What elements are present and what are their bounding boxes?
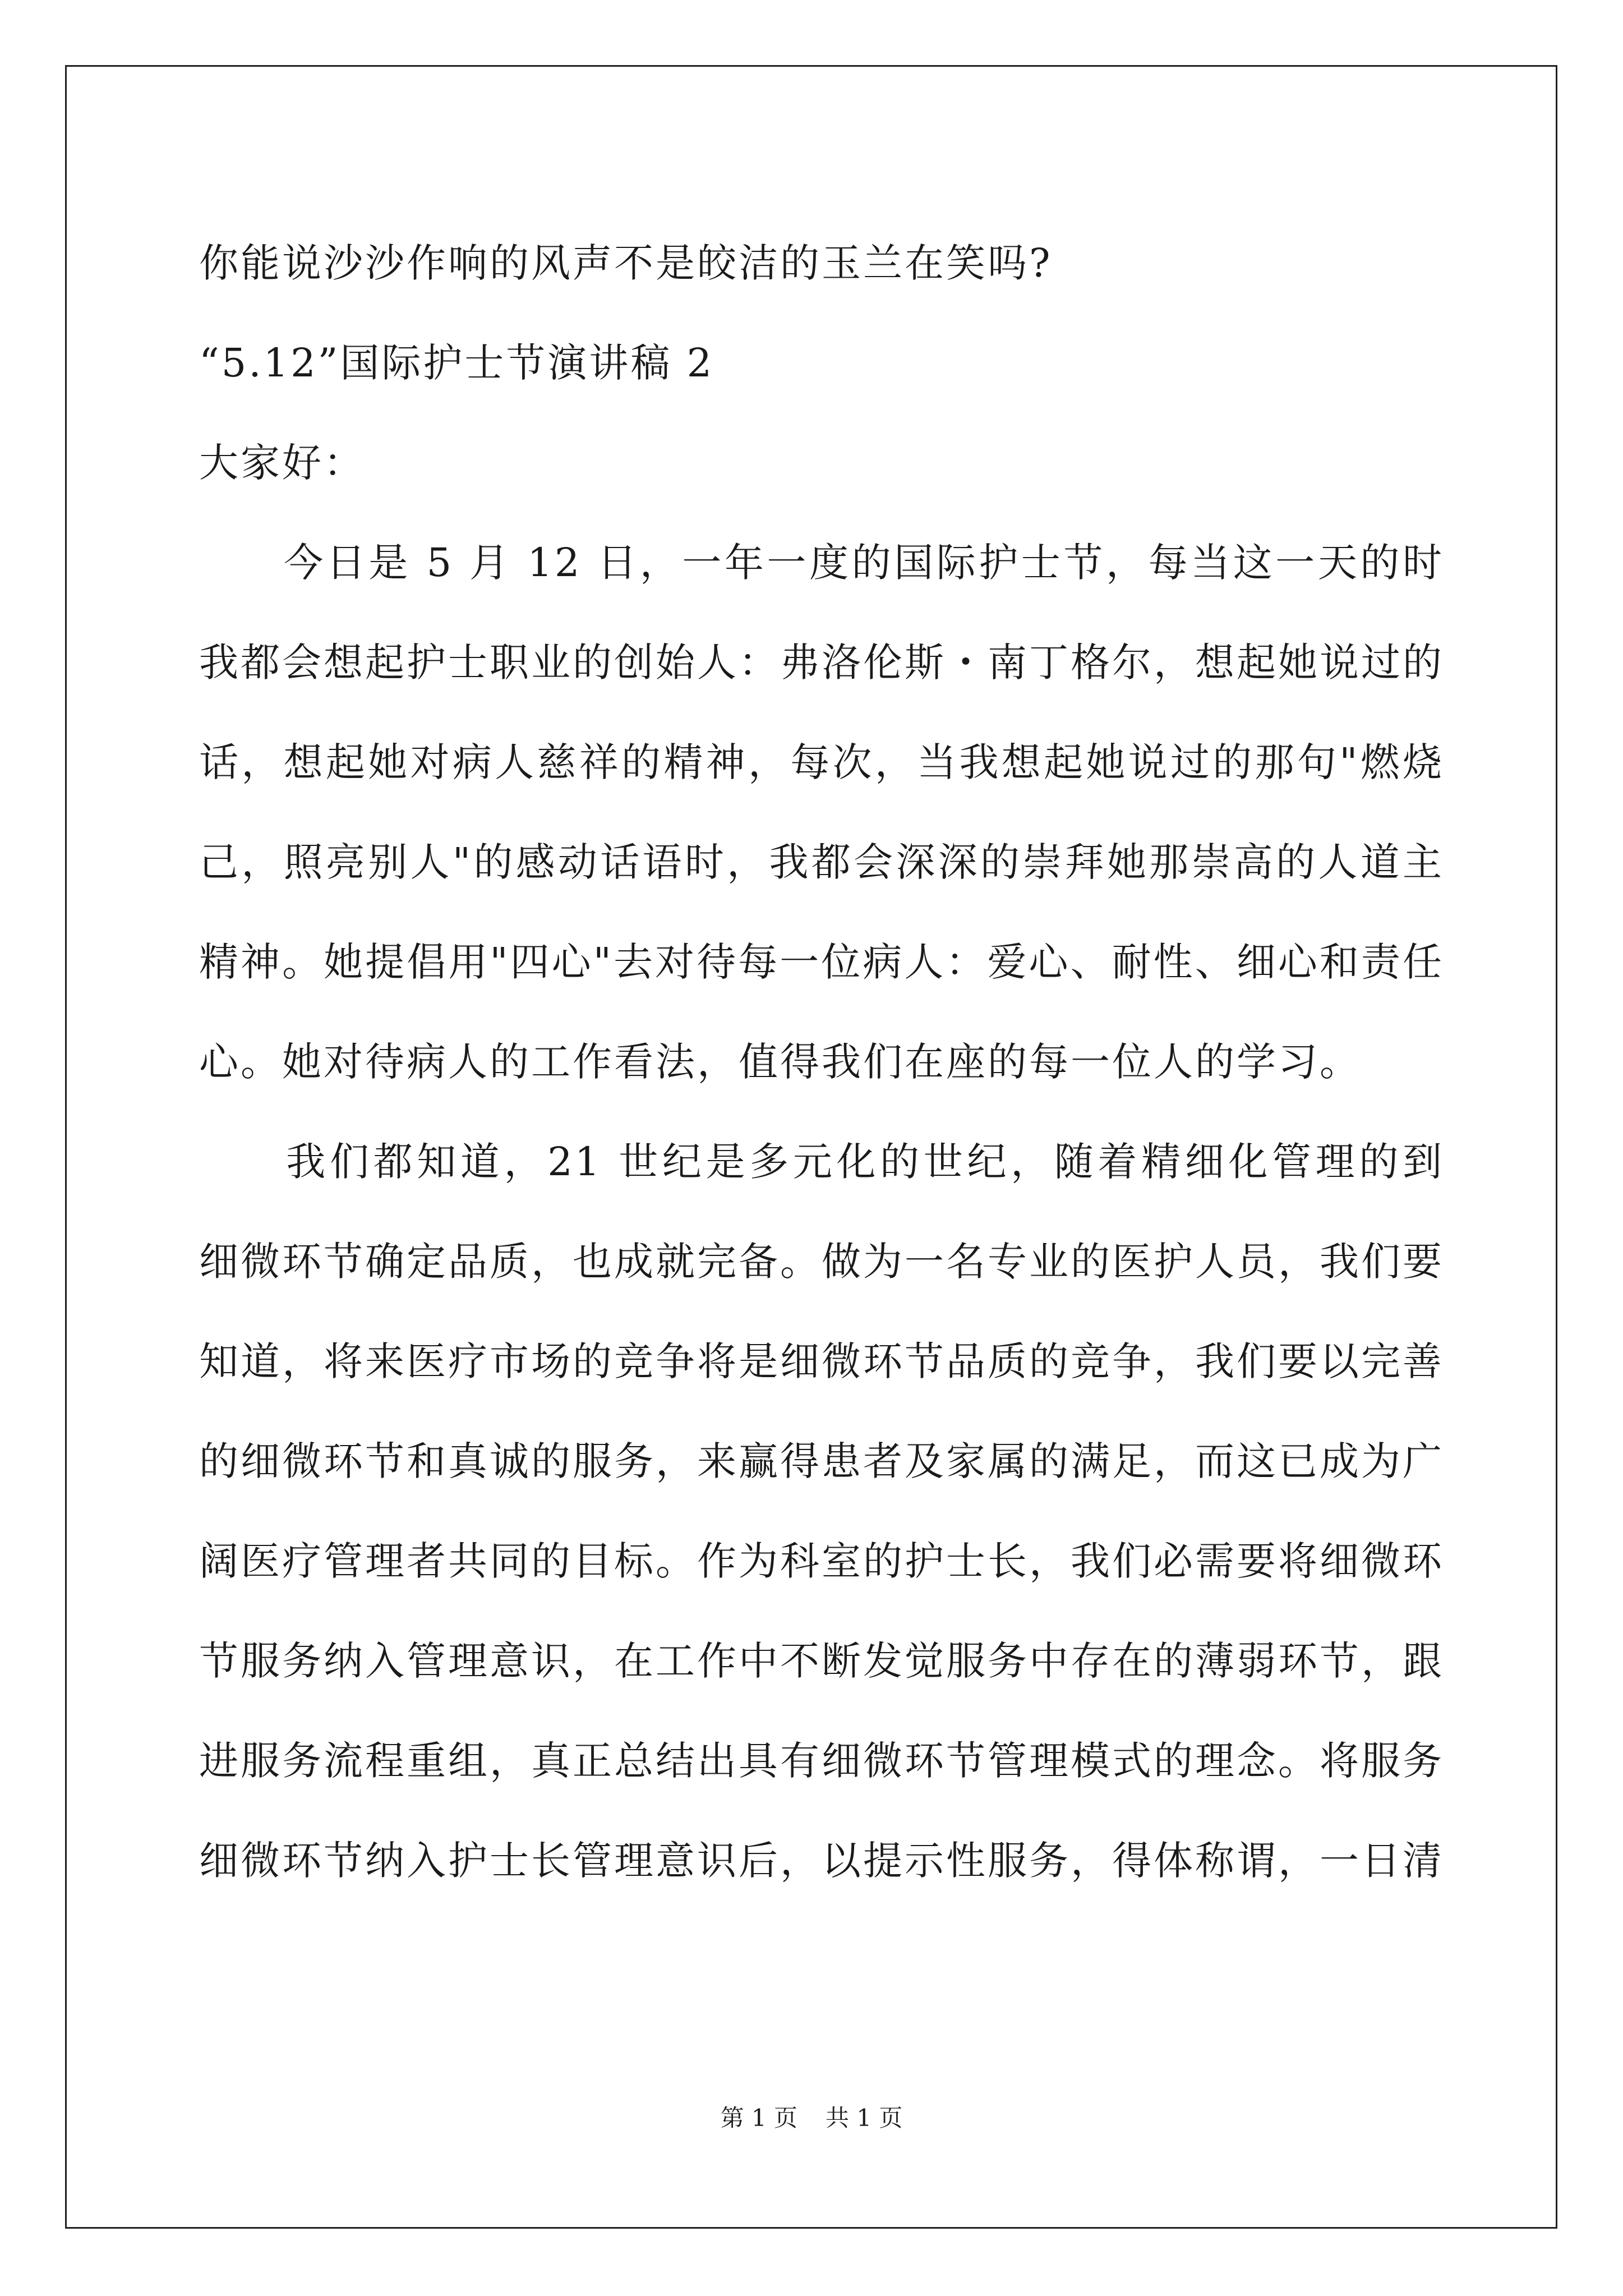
text-line: 话，想起她对病人慈祥的精神，每次，当我想起她说过的那句"燃烧 [199,739,1444,785]
greeting: 大家好： [199,440,365,486]
text-line: 我们都知道，21 世纪是多元化的世纪，随着精细化管理的到 [286,1139,1444,1185]
text-line: 今日是 5 月 12 日，一年一度的国际护士节，每当这一天的时 [284,540,1444,586]
page-footer [0,2101,1623,2135]
text-line: 你能说沙沙作响的风声不是皎洁的玉兰在笑吗? [199,240,1053,286]
text-line: 知道，将来医疗市场的竞争将是细微环节品质的竞争，我们要以完善 [199,1338,1444,1384]
text-line: 我都会想起护士职业的创始人：弗洛伦斯・南丁格尔，想起她说过的 [199,639,1444,685]
page-number: 第 1 页 [720,2104,797,2132]
heading: “5.12”国际护士节演讲稿 2 [199,340,714,386]
text-line: 细微环节纳入护士长管理意识后，以提示性服务，得体称谓，一日清 [199,1838,1444,1884]
text-line: 心。她对待病人的工作看法，值得我们在座的每一位人的学习。 [199,1039,1361,1085]
text-line: 阔医疗管理者共同的目标。作为科室的护士长，我们必需要将细微环 [199,1538,1444,1584]
document-body [199,213,1444,1911]
text-line: 的细微环节和真诚的服务，来赢得患者及家属的满足，而这已成为广 [199,1438,1444,1484]
text-line: 己，照亮别人"的感动话语时，我都会深深的崇拜她那崇高的人道主 [199,839,1444,885]
text-line: 进服务流程重组，真正总结出具有细微环节管理模式的理念。将服务 [199,1738,1444,1784]
text-line: 精神。她提倡用"四心"去对待每一位病人：爱心、耐性、细心和责任 [199,939,1444,985]
text-line: 节服务纳入管理意识，在工作中不断发觉服务中存在的薄弱环节，跟 [199,1638,1444,1684]
page-total: 共 1 页 [826,2104,903,2132]
text-line: 细微环节确定品质，也成就完备。做为一名专业的医护人员，我们要 [199,1239,1444,1285]
